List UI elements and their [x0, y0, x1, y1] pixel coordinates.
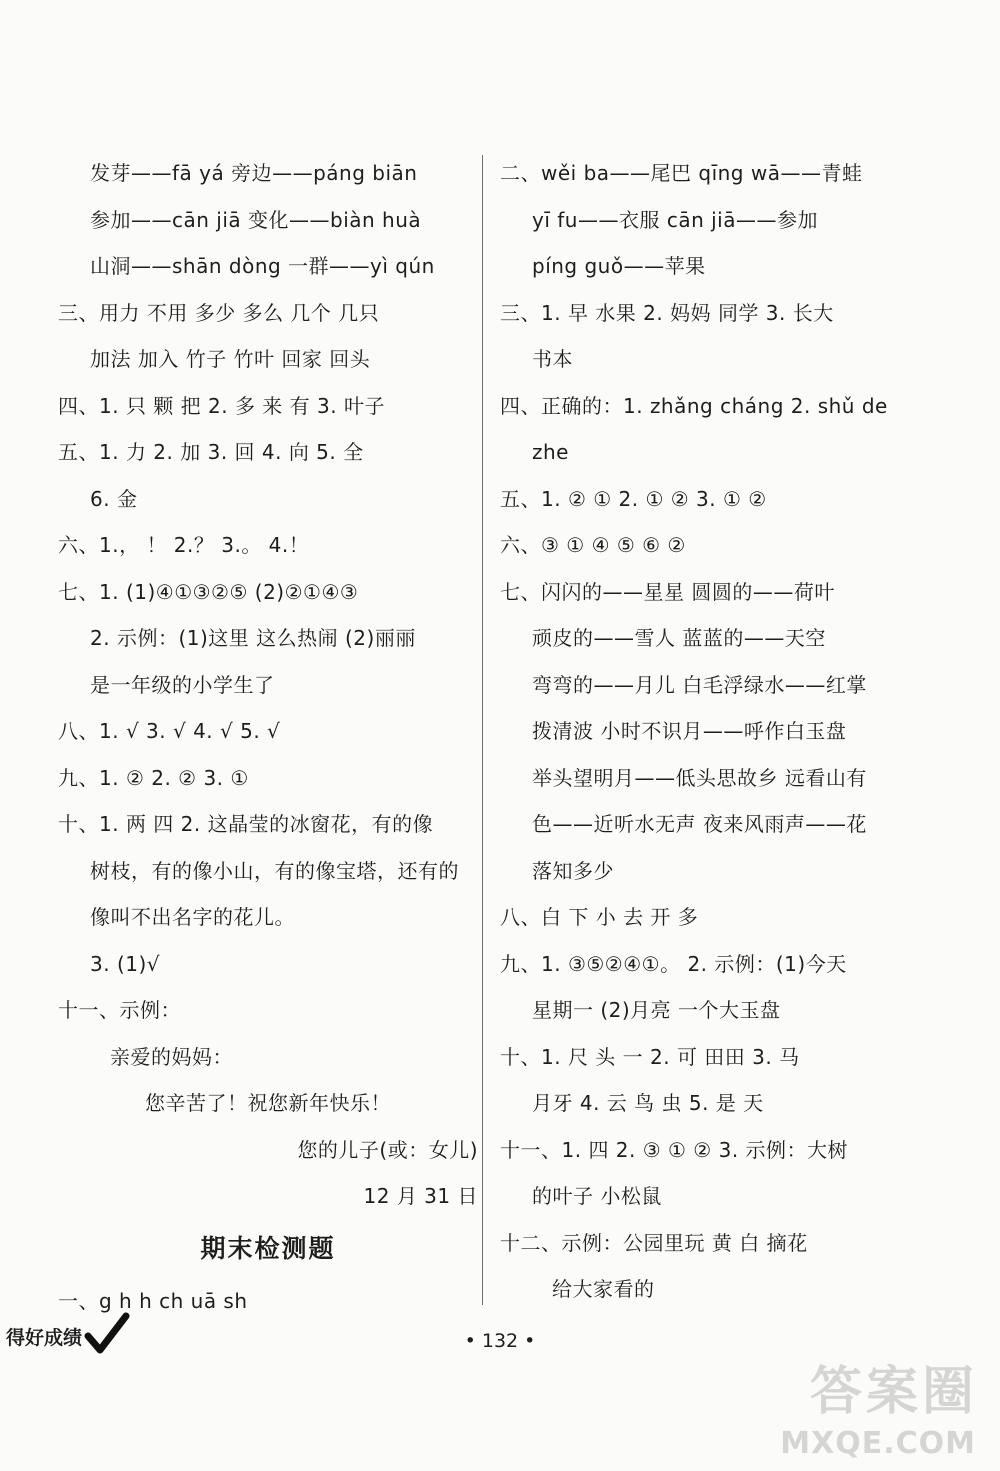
answer-line: zhe	[532, 440, 569, 464]
answer-line: 书本	[532, 347, 573, 371]
answer-line: 四、1. 只 颗 把 2. 多 来 有 3. 叶子	[58, 393, 385, 418]
column-divider	[482, 155, 483, 1305]
answer-line: 落知多少	[532, 858, 614, 883]
right-column	[500, 150, 920, 1313]
answer-line: 月牙 4. 云 鸟 虫 5. 是 天	[532, 1091, 764, 1115]
answer-line: 一、g h h ch uā sh	[58, 1288, 248, 1313]
answer-line: 亲爱的妈妈：	[110, 1044, 233, 1069]
answer-line: 九、1. ② 2. ② 3. ①	[58, 765, 249, 790]
answer-line: yī fu——衣服 cān jiā——参加	[532, 207, 818, 232]
answer-line: 是一年级的小学生了	[90, 672, 275, 697]
answer-line: 八、白 下 小 去 开 多	[500, 905, 699, 929]
answer-line: 十二、示例：公园里玩 黄 白 摘花	[500, 1230, 808, 1255]
answer-line: 12 月 31 日	[363, 1184, 478, 1208]
answer-line: 像叫不出名字的花儿。	[90, 905, 295, 929]
left-answer-lines	[58, 150, 478, 1220]
answer-line: 6. 金	[90, 486, 138, 511]
answer-line: 九、1. ③⑤②④①。 2. 示例：(1)今天	[500, 951, 847, 976]
watermark-bottom: MXQE.COM	[780, 1426, 976, 1461]
answer-line: 六、1.， ！ 2.？ 3.。 4.！	[58, 533, 310, 557]
answer-line: 十一、1. 四 2. ③ ① ② 3. 示例：大树	[500, 1137, 849, 1162]
answer-line: 五、1. 力 2. 加 3. 回 4. 向 5. 全	[58, 440, 364, 464]
answer-line: 的叶子 小松鼠	[532, 1184, 662, 1208]
answer-line: 发芽——fā yá 旁边——páng biān	[90, 161, 418, 185]
answer-line: píng guǒ——苹果	[532, 254, 706, 278]
answer-line: 四、正确的：1. zhǎng cháng 2. shǔ de	[500, 393, 888, 418]
answer-line: 七、1. (1)④①③②⑤ (2)②①④③	[58, 579, 359, 604]
answer-line: 山洞——shān dòng 一群——yì qún	[90, 254, 435, 278]
watermark-top: 答案圈	[809, 1362, 978, 1422]
section-heading: 期末检测题	[200, 1233, 336, 1263]
answer-line: 三、1. 早 水果 2. 妈妈 同学 3. 长大	[500, 300, 834, 325]
answer-line: 树枝，有的像小山，有的像宝塔，还有的	[90, 858, 459, 883]
right-answer-lines	[500, 150, 920, 1313]
brand-label: 得好成绩	[6, 1327, 83, 1349]
answer-line: 七、闪闪的——星星 圆圆的——荷叶	[500, 579, 835, 604]
answer-line: 色——近听水无声 夜来风雨声——花	[532, 812, 867, 836]
answer-line: 顽皮的——雪人 蓝蓝的——天空	[532, 626, 826, 650]
answer-line: 您的儿子(或：女儿)	[297, 1137, 478, 1162]
answer-line: 举头望明月——低头思故乡 远看山有	[532, 765, 867, 790]
answer-line: 五、1. ② ① 2. ① ② 3. ① ②	[500, 486, 767, 511]
answer-line: 参加——cān jiā 变化——biàn huà	[90, 207, 422, 232]
answer-line: 加法 加入 竹子 竹叶 回家 回头	[90, 347, 371, 371]
answer-line: 3. (1)√	[90, 951, 161, 976]
answer-line: 十一、示例：	[58, 998, 181, 1022]
answer-line: 弯弯的——月儿 白毛浮绿水——红掌	[532, 672, 867, 697]
watermark	[742, 1349, 982, 1467]
page-number: • 132 •	[464, 1330, 536, 1352]
answer-line: 给大家看的	[552, 1277, 655, 1301]
answer-line: 二、wěi ba——尾巴 qīng wā——青蛙	[500, 161, 863, 185]
answer-line: 十、1. 尺 头 一 2. 可 田田 3. 马	[500, 1044, 800, 1069]
answer-line: 八、1. √ 3. √ 4. √ 5. √	[58, 719, 281, 743]
answer-line: 星期一 (2)月亮 一个大玉盘	[532, 998, 781, 1022]
answer-line: 三、用力 不用 多少 多么 几个 几只	[58, 300, 380, 325]
answer-line: 2. 示例：(1)这里 这么热闹 (2)丽丽	[90, 626, 416, 650]
answer-line: 六、③ ① ④ ⑤ ⑥ ②	[500, 533, 686, 557]
answer-line: 十、1. 两 四 2. 这晶莹的冰窗花，有的像	[58, 812, 434, 836]
answer-line: 拨清波 小时不识月——呼作白玉盘	[532, 719, 847, 743]
answer-line: 您辛苦了！祝您新年快乐！	[145, 1091, 391, 1115]
left-column	[58, 150, 478, 1324]
